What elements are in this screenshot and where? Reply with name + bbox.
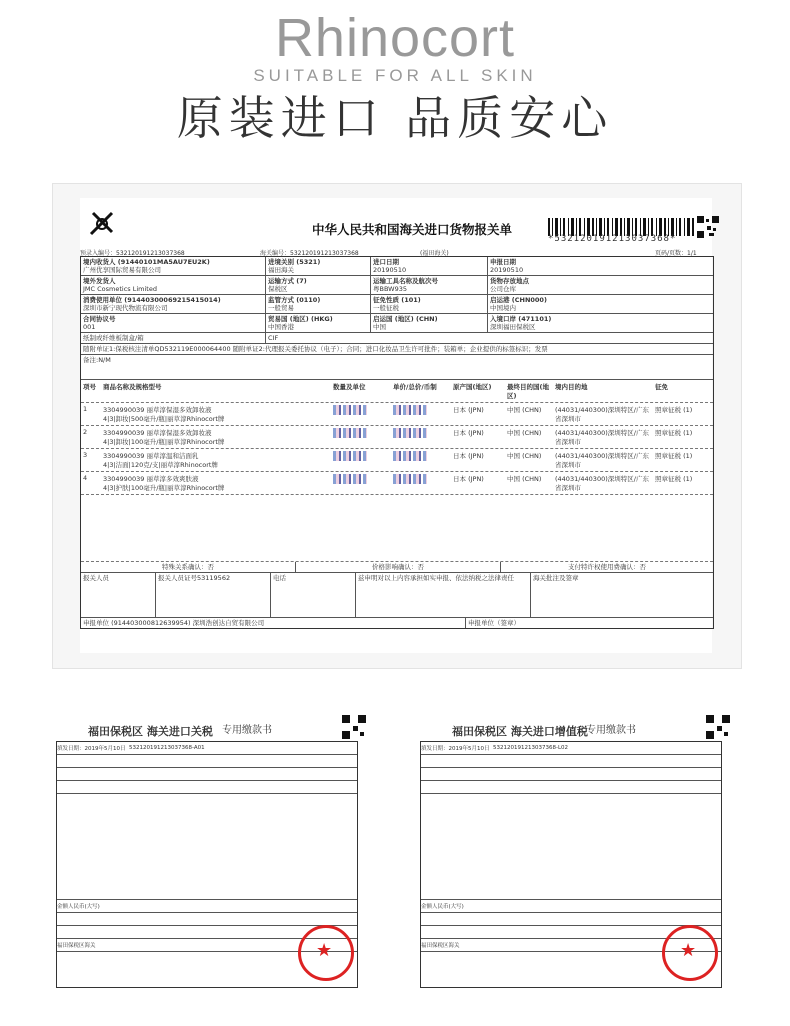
bill-total-row: 金额人民币(大写) (421, 900, 721, 913)
bill-title: 福田保税区 海关进口关税 (88, 725, 213, 738)
table-row: 1 3304990039 丽草淳保湿多效卸妆液 4|3|卸妆|500毫升/瓶|丽草淳Rhinocort牌 日本 (JPN) 中国 (CHN) (44031/440300)深圳特区/广东省深圳市 照章征税 (1) (81, 403, 713, 426)
field-row (81, 257, 713, 276)
headline: 原装进口 品质安心 (176, 91, 614, 145)
goods-table (81, 380, 713, 562)
customs-emblem-icon (88, 210, 116, 238)
redacted-price (393, 428, 427, 438)
goods-header-row: 项号 商品名称及规格型号 数量及单位 单价/总价/币制 原产国(地区) 最终目的国(地区) 境内目的地 征免 (81, 380, 713, 403)
bill-date-row: 填发日期：2019年5月10日 532120191213037368-A01 (57, 742, 357, 755)
vat-payment-bill (412, 715, 742, 1005)
qr-code-icon (342, 715, 366, 739)
bill-row (57, 768, 357, 781)
field-cell: 进口日期 20190510 (371, 257, 488, 275)
tariff-payment-bill (48, 715, 378, 1005)
field-cell: 货物存放地点 公司仓库 (490, 277, 529, 293)
bill-stamp-row: 福田保税区海关 (57, 939, 357, 952)
trade-terms-cell: CIF (268, 334, 279, 342)
bill-row (421, 755, 721, 768)
customs-declaration (80, 198, 712, 653)
customs-office: (福田海关) (420, 250, 449, 257)
page-indicator: 页码/页数：1/1 (655, 250, 697, 257)
field-row (81, 314, 713, 333)
field-cell: 监管方式 (0110) 一般贸易 (266, 295, 371, 313)
empty-goods-area (81, 495, 713, 562)
field-row (81, 295, 713, 314)
barcode-text: *532120191213037368* (548, 234, 677, 244)
field-cell: 合同协议号 001 (81, 314, 266, 332)
brand-tagline: SUITABLE FOR ALL SKIN (253, 66, 537, 85)
redacted-quantity (333, 474, 367, 484)
bill-subtitle: 专用缴款书 (222, 725, 272, 736)
packing-row (81, 333, 713, 344)
field-cell: 消费使用单位 (91440300069215415014) 深圳市新宁现代物流有限公司 (81, 295, 266, 313)
customs-no: 海关编号：532120191213037368 (260, 250, 359, 257)
bill-row (421, 768, 721, 781)
redacted-price (393, 451, 427, 461)
field-cell: 境外发货人 JMC Cosmetics Limited (81, 276, 266, 294)
bill-items (421, 794, 721, 900)
bill-date-row: 填发日期：2019年5月10日 532120191213037368-L02 (421, 742, 721, 755)
field-cell: 入境口岸 (471101) 深圳福田保税区 (490, 315, 552, 331)
table-row: 4 3304990039 丽草淳多效爽肤液 4|3|护肤|100毫升/瓶|丽草淳Rhinocort牌 日本 (JPN) 中国 (CHN) (44031/440300)深圳特区/广东省深圳市 照章征税 (1) (81, 472, 713, 495)
brand-header (0, 8, 790, 86)
table-row: 3 3304990039 丽草淳温和洁面乳 4|3|洁面|120克/支|丽草淳Rhinocort牌 日本 (JPN) 中国 (CHN) (44031/440300)深圳特区/广东省深圳市 照章征税 (1) (81, 449, 713, 472)
pre-entry-no: 预录入编号：532120191213037368 (80, 250, 185, 257)
field-cell: 进境关别 (5321) 福田海关 (266, 257, 371, 275)
declarant-row: 报关人员 报关人员证号53119562 电话 兹申明对以上内容承担如实申报、依法纳税之法律责任 海关批注及签章 (81, 573, 713, 618)
official-seal-icon (298, 925, 354, 981)
qr-code-icon (706, 715, 730, 739)
field-cell: 境内收货人 (91440101MA5AU7EU2K) 广州优享国际贸易有限公司 (81, 257, 266, 275)
qr-code-icon (697, 216, 719, 238)
bill-stamp-row: 福田保税区海关 (421, 939, 721, 952)
bill-subtitle: 专用缴款书 (586, 725, 636, 736)
field-cell: 启运国 (地区) (CHN) 中国 (371, 314, 488, 332)
bill-row (57, 913, 357, 926)
redacted-quantity (333, 405, 367, 415)
declaration-title: 中华人民共和国海关进口货物报关单 (312, 222, 513, 237)
marks-note: 备注:N/M (83, 356, 111, 364)
redacted-price (393, 405, 427, 415)
field-cell: 运输工具名称及航次号 粤BBW935 (371, 276, 488, 294)
table-row: 2 3304990039 丽草淳保湿多效卸妆液 4|3|卸妆|100毫升/瓶|丽草淳Rhinocort牌 日本 (JPN) 中国 (CHN) (44031/440300)深圳特区/广东省深圳市 照章征税 (1) (81, 426, 713, 449)
docs-note: 随附单证1:保税核注清单QD532119E000064400 随附单证2:代理报关委托协议（电子）；合同；进口化妆品卫生许可批件；装箱单；企业提供的标签标识；发票 (83, 345, 548, 353)
redacted-quantity (333, 451, 367, 461)
official-seal-icon (662, 925, 718, 981)
bill-row (421, 913, 721, 926)
unit-row: 申报单位 (914403000812639954) 深圳浩创达自贸有限公司 申报单位（签章） (83, 619, 520, 627)
declaration-table (80, 256, 714, 629)
bill-row (57, 781, 357, 794)
field-cell: 运输方式 (7) 保税区 (266, 276, 371, 294)
marks-row (81, 355, 713, 380)
field-cell: 贸易国 (地区) (HKG) 中国香港 (266, 314, 371, 332)
field-row (81, 276, 713, 295)
field-cell: 启运港 (CHN000) 中国境内 (490, 296, 547, 312)
bill-total-row: 金额人民币(大写) (57, 900, 357, 913)
packing-cell: 纸制或纤维板制盒/箱 (81, 333, 266, 343)
bill-row (57, 755, 357, 768)
docs-row (81, 344, 713, 355)
bill-row (421, 781, 721, 794)
bill-items (57, 794, 357, 900)
field-cell: 征免性质 (101) 一般征税 (371, 295, 488, 313)
redacted-price (393, 474, 427, 484)
redacted-quantity (333, 428, 367, 438)
field-cell: 申报日期 20190510 (490, 258, 524, 274)
customs-declaration-frame (52, 183, 742, 669)
rhinocort-logo: Rhinocort (274, 8, 516, 68)
bill-title: 福田保税区 海关进口增值税 (452, 725, 588, 738)
confirm-row: 特殊关系确认：否 价格影响确认：否 支付特许权使用费确认：否 (81, 562, 713, 573)
